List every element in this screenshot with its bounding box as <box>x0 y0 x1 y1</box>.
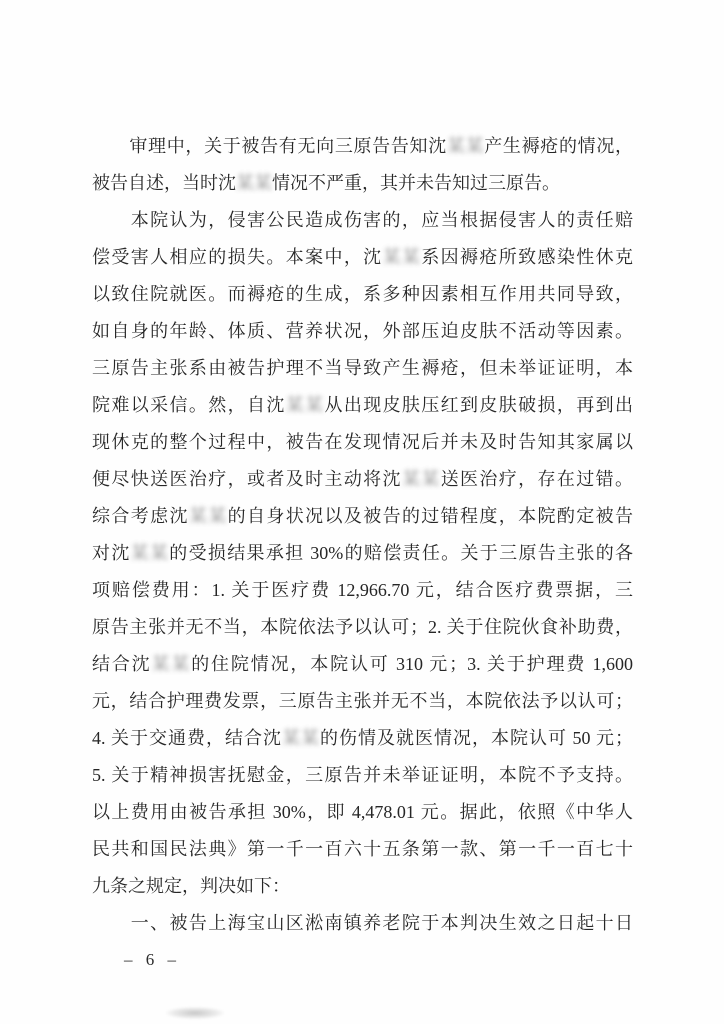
text-segment: 以上费用由被告承担 30%，即 4,478.01 元。据此，依照《中华人 <box>92 802 633 822</box>
text-segment: 送医治疗，存在过错。 <box>440 469 634 489</box>
text-segment: 原告主张并无不当，本院依法予以认可；2. 关于住院伙食补助费， <box>92 617 633 637</box>
text-segment: 被告自述，当时沈 <box>92 173 236 193</box>
redacted-name: 某某 <box>151 654 192 674</box>
document-body <box>92 128 633 942</box>
text-segment: 对沈 <box>92 543 131 563</box>
text-segment: 一、被告上海宝山区淞南镇养老院于本判决生效之日起十日 <box>92 913 633 933</box>
text-segment: 的伤情及就医情况，本院认可 50 元； <box>320 728 633 748</box>
text-segment: 结合沈 <box>92 654 152 674</box>
text-segment: 三原告主张系由被告护理不当导致产生褥疮，但未举证证明，本 <box>92 358 633 378</box>
page-number: – 6 – <box>124 950 177 969</box>
document-line <box>92 720 633 757</box>
text-segment: 产生褥疮的情况， <box>484 136 633 156</box>
text-segment: 综合考虑沈 <box>92 506 189 526</box>
text-segment: 的住院情况，本院认可 310 元；3. 关于护理费 1,600 <box>191 654 634 674</box>
document-line <box>92 424 633 461</box>
text-segment: 以致住院就医。而褥疮的生成，系多种因素相互作用共同导致， <box>92 284 633 304</box>
document-line <box>92 683 633 720</box>
document-line <box>92 350 633 387</box>
document-line <box>92 794 633 831</box>
document-line <box>92 165 633 202</box>
text-segment: 现休克的整个过程中，被告在发现情况后并未及时告知其家属以 <box>92 432 633 452</box>
text-segment: 元，结合护理费发票，三原告主张并无不当，本院依法予以认可； <box>92 691 633 711</box>
text-segment: 4. 关于交通费，结合沈 <box>92 728 282 748</box>
text-segment: 5. 关于精神损害抚慰金，三原告并未举证证明，本院不予支持。 <box>92 765 633 785</box>
document-line <box>92 276 633 313</box>
text-segment: 偿受害人相应的损失。本案中，沈 <box>92 247 383 267</box>
text-segment: 从出现皮肤压红到皮肤破损，再到出 <box>324 395 634 415</box>
redacted-name: 某某 <box>282 728 320 748</box>
scan-smudge-artifact <box>166 1007 224 1019</box>
redacted-name: 某某 <box>188 506 228 526</box>
text-segment: 的受损结果承担 30%的赔偿责任。关于三原告主张的各 <box>169 543 634 563</box>
document-line <box>92 572 633 609</box>
document-line <box>92 905 633 942</box>
text-segment: 系因褥疮所致感染性休克 <box>421 247 634 267</box>
text-segment: 项赔偿费用：1. 关于医疗费 12,966.70 元，结合医疗费票据，三 <box>92 580 633 600</box>
redacted-name: 某某 <box>446 136 485 156</box>
document-line <box>92 609 633 646</box>
text-segment: 的自身状况以及被告的过错程度，本院酌定被告 <box>227 506 634 526</box>
text-segment: 如自身的年龄、体质、营养状况，外部压迫皮肤不活动等因素。 <box>92 321 633 341</box>
redacted-name: 某某 <box>130 543 170 563</box>
document-line <box>92 313 633 350</box>
text-segment: 情况不严重，其并未告知过三原告。 <box>272 173 560 193</box>
document-line <box>92 387 633 424</box>
redacted-name: 某某 <box>382 247 422 267</box>
document-line <box>92 461 633 498</box>
document-line <box>92 535 633 572</box>
document-line <box>92 239 633 276</box>
redacted-name: 某某 <box>285 395 325 415</box>
text-segment: 民共和国民法典》第一千一百六十五条第一款、第一千一百七十 <box>92 839 633 859</box>
text-segment: 九条之规定，判决如下： <box>92 876 290 896</box>
text-segment: 便尽快送医治疗，或者及时主动将沈 <box>92 469 402 489</box>
redacted-name: 某某 <box>401 469 441 489</box>
text-segment: 本院认为，侵害公民造成伤害的，应当根据侵害人的责任赔 <box>92 210 633 230</box>
document-line <box>92 757 633 794</box>
document-line <box>92 868 633 905</box>
document-line <box>92 498 633 535</box>
document-line <box>92 128 633 165</box>
document-line <box>92 831 633 868</box>
text-segment: 审理中，关于被告有无向三原告告知沈 <box>92 136 447 156</box>
redacted-name: 某某 <box>236 173 272 193</box>
text-segment: 院难以采信。然，自沈 <box>92 395 286 415</box>
document-line <box>92 202 633 239</box>
document-line <box>92 646 633 683</box>
